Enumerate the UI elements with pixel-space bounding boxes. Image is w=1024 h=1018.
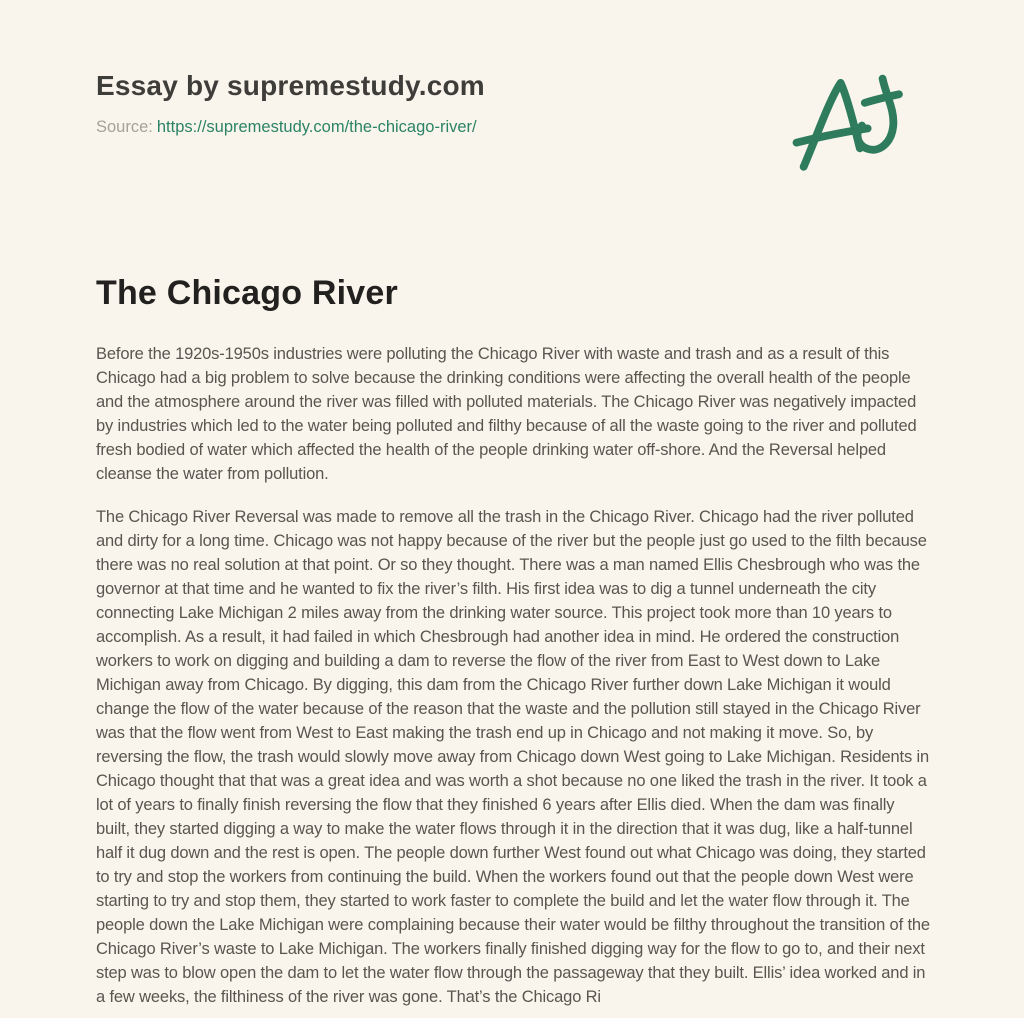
essay-paragraph-1: Before the 1920s-1950s industries were polluting the Chicago River with waste and trash and as a result of this Chicago had a big problem to solve because the drinking conditions were affecting the overall health of the people and the atmosphere around the river was filled with polluted materials. The Chicago River was negatively impacted by industries which led to the water being polluted and filthy because of all the waste going to the river and polluted fresh bodied of water which affected the health of the people drinking water off-shore. And the Reversal helped cleanse the water from pollution. (96, 345, 917, 483)
logo-a-stroke (804, 83, 860, 167)
document-header (96, 58, 930, 178)
source-link[interactable]: https://supremestudy.com/the-chicago-river/ (156, 118, 477, 136)
logo-plus-hook (858, 79, 894, 150)
essay-content (96, 274, 930, 1009)
source-line (96, 118, 485, 137)
header-text-block (96, 58, 485, 137)
logo-plus-horizontal (865, 94, 899, 103)
source-label: Source: (96, 118, 153, 136)
essay-title: The Chicago River (96, 274, 398, 312)
site-title: Essay by supremestudy.com (96, 70, 485, 101)
a-plus-logo (788, 66, 916, 178)
essay-paragraph-2: The Chicago River Reversal was made to remove all the trash in the Chicago River. Chicago had the river polluted and dirty for a long time. Chicago was not happy because of the river but the people just go used to the filth because there was no real solution at that point. Or so they thought. There was a man named Ellis Chesbrough who was the governor at that time and he wanted to fix the river’s filth. His first idea was to dig a tunnel underneath the city connecting Lake Michigan 2 miles away from the drinking water source. This project took more than 10 years to accomplish. As a result, it had failed in which Chesbrough had another idea in mind. He ordered the construction workers to work on digging and building a dam to reverse the flow of the river from East to West down to Lake Michigan away from Chicago. By digging, this dam from the Chicago River further down Lake Michigan it would change the flow of the water because of the reason that the waste and the pollution still stayed in the Chicago River was that the flow went from West to East making the trash end up in Chicago and not making it move. So, by reversing the flow, the trash would slowly move away from Chicago down West going to Lake Michigan. Residents in Chicago thought that that was a great idea and was worth a shot because no one liked the trash in the river. It took a lot of years to finally finish reversing the flow that they finished 6 years after Ellis died. When the dam was finally built, they started digging a way to make the water flows through it in the direction that it was dug, like a half-tunnel half it dug down and the rest is open. The people down further West found out what Chicago was doing, they started to try and stop the workers from continuing the build. When the workers found out that the people down West were starting to try and stop them, they started to work faster to complete the build and let the water flow through it. The people down the Lake Michigan were complaining because their water would be filthy throughout the transition of the Chicago River’s waste to Lake Michigan. The workers finally finished digging way for the flow to go to, and their next step was to blow open the dam to let the water flow through the passageway that they built. Ellis’ idea worked and in a few weeks, the filthiness of the river was gone. That’s the Chicago Ri (96, 508, 930, 1006)
